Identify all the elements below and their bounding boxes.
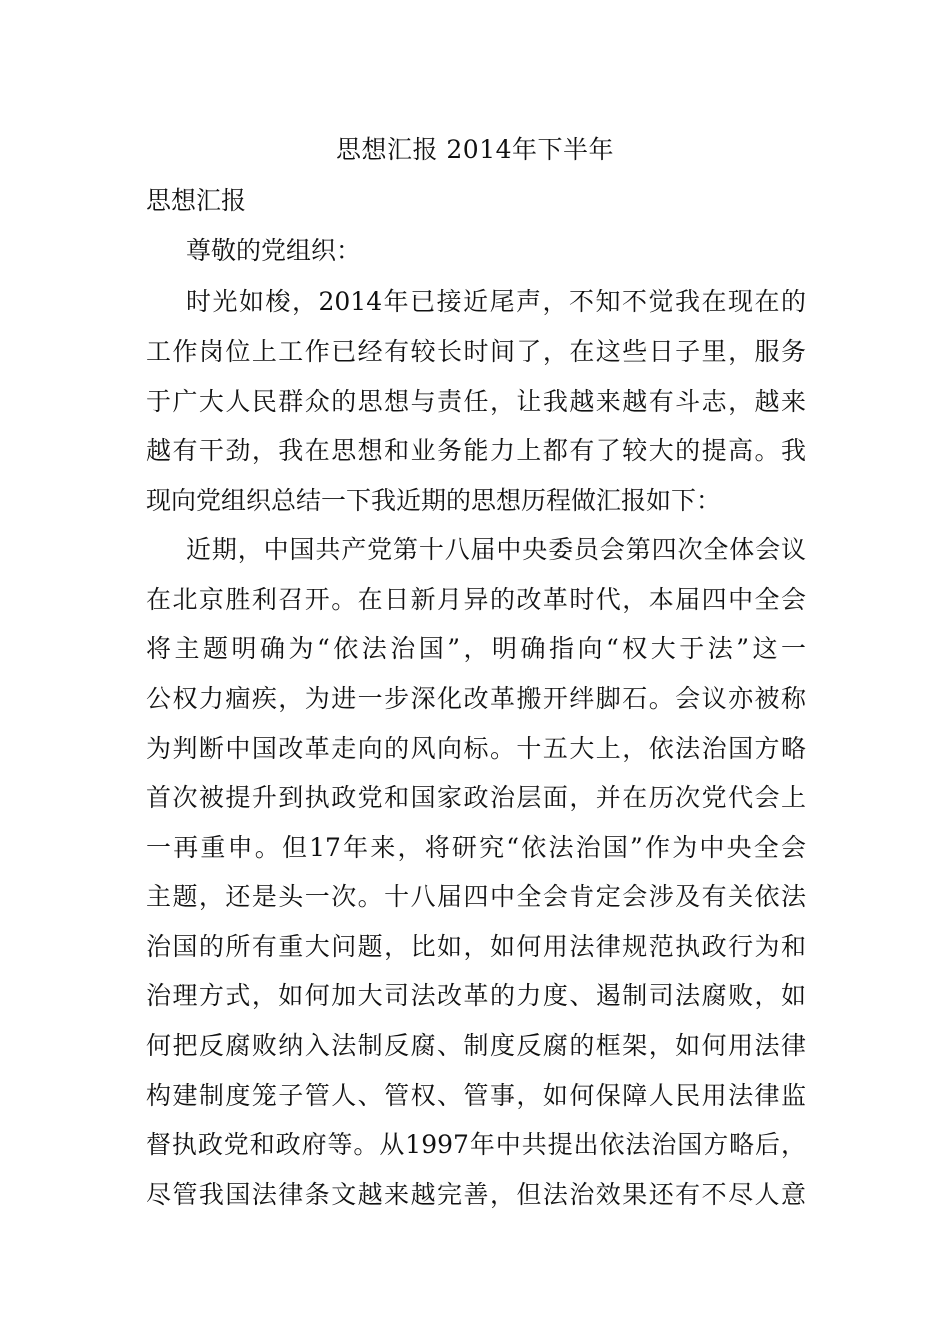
- paragraph-line: 首次被提升到执政党和国家政治层面，并在历次党代会上: [146, 783, 806, 812]
- paragraph-line: 治理方式，如何加大司法改革的力度、遏制司法腐败，如: [146, 981, 806, 1010]
- paragraph-line: 构建制度笼子管人、管权、管事，如何保障人民用法律监: [146, 1081, 806, 1110]
- document-heading: 思想汇报: [146, 186, 247, 215]
- paragraph-line: 越有干劲，我在思想和业务能力上都有了较大的提高。我: [146, 436, 806, 465]
- paragraph-line: 于广大人民群众的思想与责任，让我越来越有斗志，越来: [146, 387, 806, 416]
- paragraph-line: 公权力痼疾，为进一步深化改革搬开绊脚石。会议亦被称: [146, 684, 806, 713]
- paragraph-line: 工作岗位上工作已经有较长时间了，在这些日子里，服务: [146, 337, 806, 366]
- paragraph-line: 主题，还是头一次。十八届四中全会肯定会涉及有关依法: [146, 882, 806, 911]
- paragraph-line: 近期，中国共产党第十八届中央委员会第四次全体会议: [186, 535, 806, 564]
- paragraph-line: 现向党组织总结一下我近期的思想历程做汇报如下：: [146, 486, 722, 515]
- salutation: 尊敬的党组织：: [186, 236, 362, 265]
- paragraph-line: 在北京胜利召开。在日新月异的改革时代，本届四中全会: [146, 585, 806, 614]
- paragraph-line: 时光如梭，2014年已接近尾声，不知不觉我在现在的: [186, 287, 806, 316]
- paragraph-line: 尽管我国法律条文越来越完善，但法治效果还有不尽人意: [146, 1180, 806, 1209]
- paragraph-line: 督执政党和政府等。从1997年中共提出依法治国方略后，: [146, 1130, 806, 1159]
- paragraph-line: 将主题明确为“依法治国”，明确指向“权大于法”这一: [146, 634, 806, 663]
- paragraph-line: 何把反腐败纳入法制反腐、制度反腐的框架，如何用法律: [146, 1031, 806, 1060]
- paragraph-line: 一再重申。但17年来，将研究“依法治国”作为中央全会: [146, 833, 806, 862]
- document-title: 思想汇报 2014年下半年: [335, 135, 615, 164]
- paragraph-line: 为判断中国改革走向的风向标。十五大上，依法治国方略: [146, 734, 806, 763]
- paragraph-line: 治国的所有重大问题，比如，如何用法律规范执政行为和: [146, 932, 806, 961]
